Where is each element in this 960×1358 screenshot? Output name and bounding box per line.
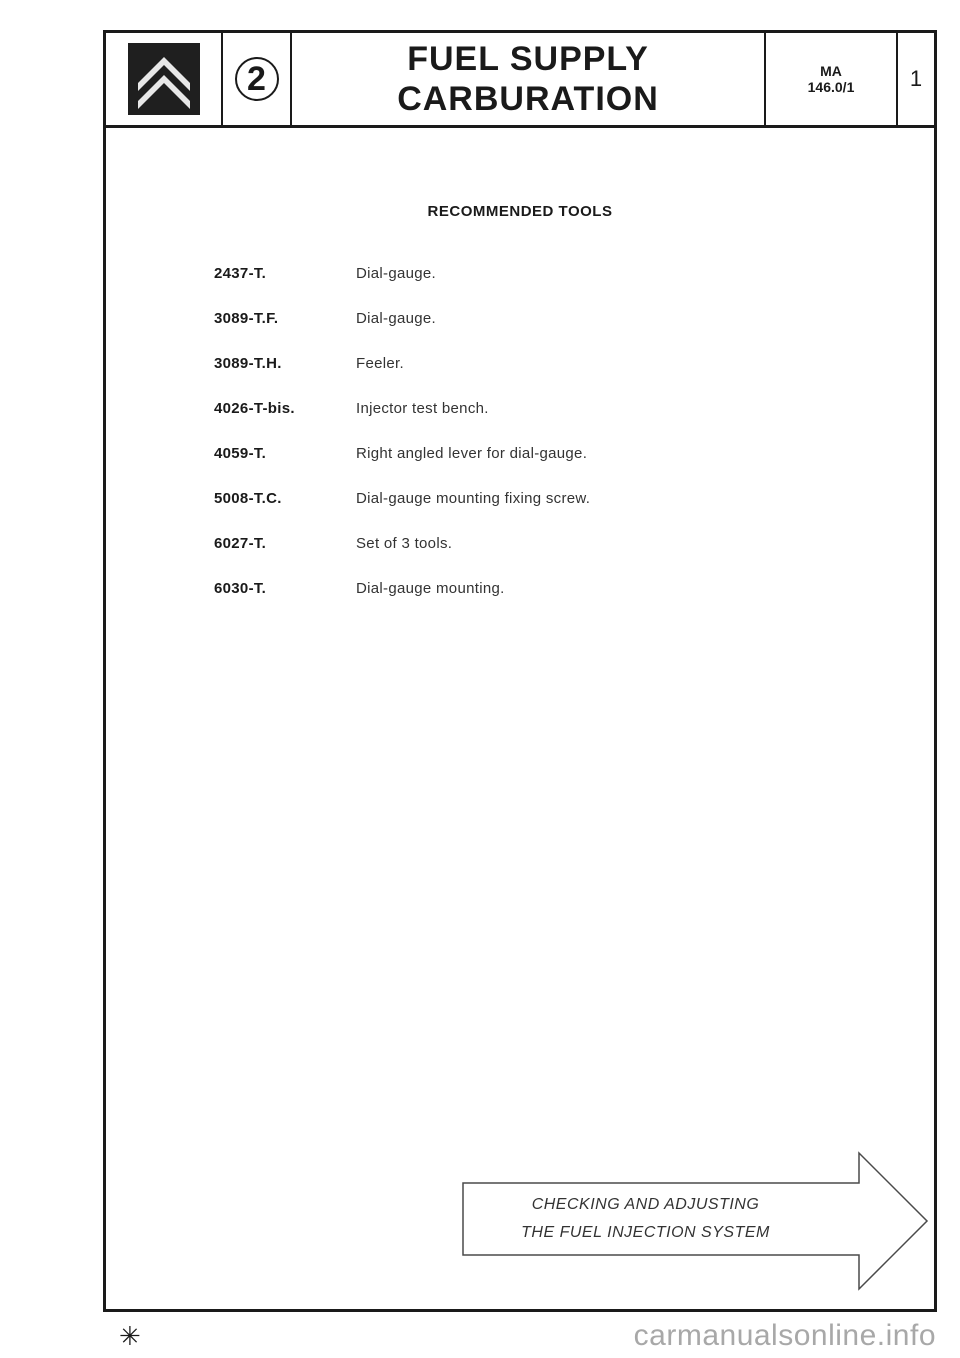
tool-row — [214, 445, 590, 490]
tool-row — [214, 265, 590, 310]
tool-description: Dial-gauge mounting. — [356, 580, 505, 597]
tool-code: 6027-T. — [214, 535, 267, 552]
page-header — [106, 33, 934, 128]
next-section-label — [468, 1191, 823, 1247]
tool-description: Set of 3 tools. — [356, 535, 453, 552]
page-title-line2: CARBURATION — [397, 80, 659, 118]
tool-description: Feeler. — [356, 355, 404, 372]
tool-code: 6030-T. — [214, 580, 267, 597]
section-heading: RECOMMENDED TOOLS — [427, 203, 613, 220]
tool-description: Right angled lever for dial-gauge. — [356, 445, 588, 462]
reference-cell — [766, 33, 898, 125]
page-number-cell — [898, 33, 934, 125]
tool-description: Dial-gauge. — [356, 310, 437, 327]
tool-code: 4026-T-bis. — [214, 400, 295, 417]
tool-row — [214, 580, 590, 625]
tool-description: Injector test bench. — [356, 400, 489, 417]
page-number: 1 — [909, 66, 923, 91]
double-chevron-logo-icon — [128, 43, 200, 115]
tool-code: 5008-T.C. — [214, 490, 282, 507]
reference-code-bottom: 146.0/1 — [807, 79, 855, 95]
section-number-badge: 2 — [235, 57, 279, 101]
page-title-line1: FUEL SUPPLY — [407, 40, 649, 78]
tool-description: Dial-gauge mounting fixing screw. — [356, 490, 591, 507]
section-number-cell — [223, 33, 292, 125]
tool-row — [214, 400, 590, 445]
tools-list — [214, 265, 590, 625]
page-frame — [103, 30, 937, 1312]
next-section-line2: THE FUEL INJECTION SYSTEM — [521, 1224, 770, 1241]
tool-code: 3089-T.H. — [214, 355, 282, 372]
tool-row — [214, 310, 590, 355]
reference-code-top: MA — [820, 63, 842, 79]
tool-description: Dial-gauge. — [356, 265, 437, 282]
logo-cell — [106, 33, 223, 125]
tool-code: 2437-T. — [214, 265, 267, 282]
tool-row — [214, 355, 590, 400]
title-cell — [292, 33, 766, 125]
next-section-line1: CHECKING AND ADJUSTING — [531, 1196, 760, 1213]
footer-star-icon: ✳ — [119, 1321, 141, 1351]
tool-code: 3089-T.F. — [214, 310, 279, 327]
tool-row — [214, 535, 590, 580]
tool-code: 4059-T. — [214, 445, 267, 462]
tool-row — [214, 490, 590, 535]
footer-watermark: carmanualsonline.info — [633, 1319, 936, 1352]
